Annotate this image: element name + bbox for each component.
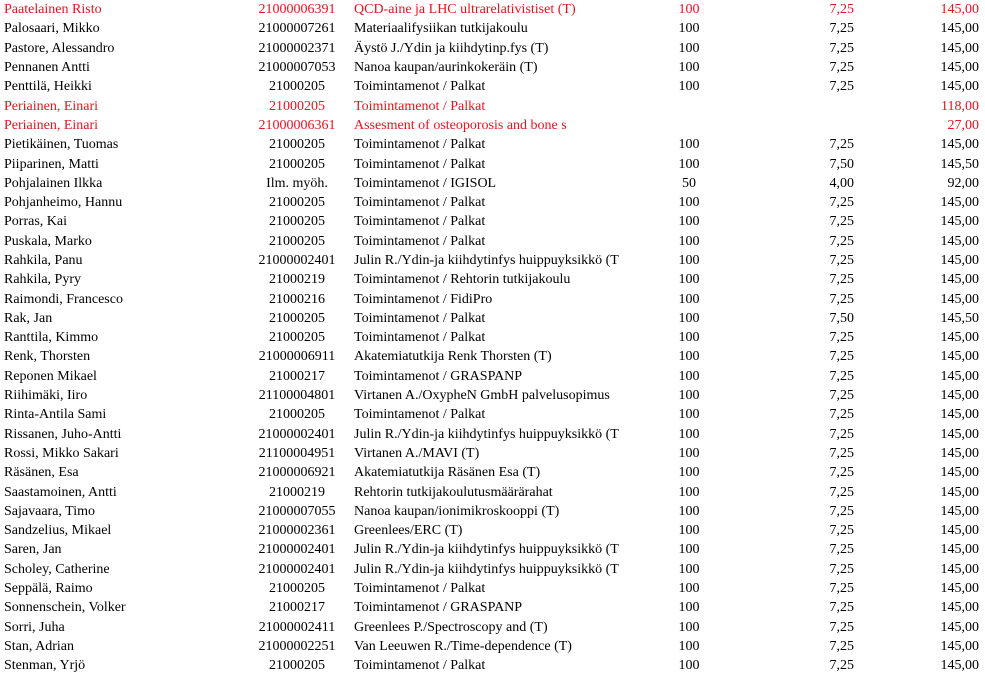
table-row bbox=[0, 193, 985, 212]
description-cell: Toimintamenot / Palkat bbox=[354, 156, 486, 172]
rate-cell: 7,50 bbox=[829, 156, 854, 172]
account-number-cell: 21000007261 bbox=[258, 21, 336, 37]
employee-name-cell: Pietikäinen, Tuomas bbox=[4, 137, 119, 153]
account-number-cell: 21000002411 bbox=[258, 619, 336, 635]
total-amount-cell: 145,00 bbox=[940, 523, 979, 539]
rate-cell: 7,25 bbox=[829, 79, 854, 95]
account-number-cell: 21000205 bbox=[269, 137, 325, 153]
table-row bbox=[0, 656, 985, 675]
description-cell: Rehtorin tutkijakoulutusmäärärahat bbox=[354, 484, 553, 500]
employee-name-cell: Rinta-Antila Sami bbox=[4, 407, 107, 423]
percent-cell: 100 bbox=[678, 2, 700, 18]
description-cell: Toimintamenot / Palkat bbox=[354, 233, 486, 249]
employee-name-cell: Seppälä, Raimo bbox=[4, 581, 93, 597]
rate-cell: 7,25 bbox=[829, 503, 854, 519]
account-number-cell: 21000205 bbox=[269, 330, 325, 346]
employee-name-cell: Rahkila, Pyry bbox=[4, 272, 81, 288]
employee-name-cell: Paatelainen Risto bbox=[4, 2, 102, 18]
percent-cell: 100 bbox=[678, 349, 700, 365]
total-amount-cell: 145,50 bbox=[940, 310, 979, 326]
total-amount-cell: 145,00 bbox=[940, 638, 979, 654]
table-row bbox=[0, 482, 985, 501]
table-row bbox=[0, 540, 985, 559]
description-cell: Nanoa kaupan/ionimikroskooppi (T) bbox=[354, 503, 560, 519]
table-row bbox=[0, 289, 985, 308]
table-row bbox=[0, 367, 985, 386]
percent-cell: 100 bbox=[678, 445, 700, 461]
rate-cell bbox=[734, 116, 869, 135]
employee-name-cell: Sonnenschein, Volker bbox=[4, 600, 126, 616]
account-number-cell: 21100004801 bbox=[258, 388, 336, 404]
percent-cell: 100 bbox=[678, 21, 700, 37]
description-cell: Greenlees/ERC (T) bbox=[354, 523, 463, 539]
total-amount-cell: 92,00 bbox=[947, 175, 979, 191]
percent-cell: 100 bbox=[678, 137, 700, 153]
total-amount-cell: 145,00 bbox=[940, 233, 979, 249]
employee-name-cell: Renk, Thorsten bbox=[4, 349, 91, 365]
rate-cell: 7,25 bbox=[829, 658, 854, 674]
percent-cell: 100 bbox=[678, 658, 700, 674]
percent-cell: 100 bbox=[678, 233, 700, 249]
description-cell: Toimintamenot / Palkat bbox=[354, 79, 486, 95]
total-amount-cell: 145,00 bbox=[940, 291, 979, 307]
employee-name-cell: Pastore, Alessandro bbox=[4, 40, 115, 56]
account-number-cell: 21000219 bbox=[269, 484, 325, 500]
table-row bbox=[0, 502, 985, 521]
table-row bbox=[0, 270, 985, 289]
rate-cell: 7,25 bbox=[829, 137, 854, 153]
account-number-cell: 21000006921 bbox=[258, 465, 336, 481]
account-number-cell: 21000216 bbox=[269, 291, 325, 307]
table-row bbox=[0, 96, 985, 115]
percent-cell bbox=[644, 116, 734, 135]
table-row bbox=[0, 19, 985, 38]
employee-name-cell: Rissanen, Juho-Antti bbox=[4, 426, 122, 442]
employee-name-cell: Puskala, Marko bbox=[4, 233, 92, 249]
rate-cell: 7,50 bbox=[829, 310, 854, 326]
description-cell: Akatemiatutkija Renk Thorsten (T) bbox=[354, 349, 552, 365]
percent-cell: 100 bbox=[678, 581, 700, 597]
account-number-cell: 21000217 bbox=[269, 368, 325, 384]
rate-cell: 7,25 bbox=[829, 638, 854, 654]
description-cell: QCD-aine ja LHC ultrarelativistiset (T) bbox=[354, 2, 576, 18]
table-row bbox=[0, 212, 985, 231]
percent-cell: 100 bbox=[678, 388, 700, 404]
description-cell: Van Leeuwen R./Time-dependence (T) bbox=[354, 638, 572, 654]
table-row bbox=[0, 386, 985, 405]
total-amount-cell: 145,00 bbox=[940, 253, 979, 268]
description-cell: Assesment of osteoporosis and bone s bbox=[354, 117, 567, 133]
employee-name-cell: Penttilä, Heikki bbox=[4, 79, 92, 95]
rate-cell: 7,25 bbox=[829, 407, 854, 423]
description-cell: Julin R./Ydin-ja kiihdytinfys huippuyksikkö (T bbox=[354, 561, 619, 577]
account-number-cell: Ilm. myöh. bbox=[266, 175, 328, 191]
percent-cell: 100 bbox=[678, 195, 700, 211]
account-number-cell: 21000002251 bbox=[258, 638, 336, 654]
total-amount-cell: 145,00 bbox=[940, 407, 979, 423]
total-amount-cell: 145,00 bbox=[940, 581, 979, 597]
percent-cell: 100 bbox=[678, 291, 700, 307]
description-cell: Julin R./Ydin-ja kiihdytinfys huippuyksikkö (T bbox=[354, 426, 619, 442]
percent-cell: 100 bbox=[678, 503, 700, 519]
description-cell: Toimintamenot / GRASPANP bbox=[354, 368, 523, 384]
percent-cell: 100 bbox=[678, 523, 700, 539]
employee-name-cell: Pennanen Antti bbox=[4, 60, 90, 76]
table-row bbox=[0, 598, 985, 617]
percent-cell: 100 bbox=[678, 253, 700, 268]
account-number-cell: 21000205 bbox=[269, 156, 325, 172]
account-number-cell: 21000006911 bbox=[258, 349, 336, 365]
percent-cell: 100 bbox=[678, 368, 700, 384]
employee-name-cell: Periainen, Einari bbox=[4, 98, 99, 114]
total-amount-cell: 145,00 bbox=[940, 21, 979, 37]
total-amount-cell: 145,00 bbox=[940, 79, 979, 95]
total-amount-cell: 145,00 bbox=[940, 426, 979, 442]
total-amount-cell: 145,00 bbox=[940, 214, 979, 230]
rate-cell: 7,25 bbox=[829, 21, 854, 37]
description-cell: Toimintamenot / Palkat bbox=[354, 407, 486, 423]
rate-cell: 7,25 bbox=[829, 465, 854, 481]
total-amount-cell: 145,00 bbox=[940, 600, 979, 616]
table-row bbox=[0, 174, 985, 193]
table-row bbox=[0, 347, 985, 366]
employee-name-cell: Sandzelius, Mikael bbox=[4, 523, 112, 539]
table-row bbox=[0, 560, 985, 579]
percent-cell: 100 bbox=[678, 542, 700, 558]
employee-name-cell: Sajavaara, Timo bbox=[4, 503, 95, 519]
percent-cell: 100 bbox=[678, 330, 700, 346]
total-amount-cell: 145,00 bbox=[940, 60, 979, 76]
employee-name-cell: Saastamoinen, Antti bbox=[4, 484, 117, 500]
table-row bbox=[0, 77, 985, 96]
description-cell: Nanoa kaupan/aurinkokeräin (T) bbox=[354, 60, 538, 76]
rate-cell: 7,25 bbox=[829, 291, 854, 307]
table-row bbox=[0, 618, 985, 637]
total-amount-cell: 145,00 bbox=[940, 40, 979, 56]
percent-cell: 100 bbox=[678, 79, 700, 95]
rate-cell: 7,25 bbox=[829, 214, 854, 230]
rate-cell: 7,25 bbox=[829, 195, 854, 211]
employee-name-cell: Palosaari, Mikko bbox=[4, 21, 100, 37]
account-number-cell: 21000006361 bbox=[258, 117, 336, 133]
rate-cell: 7,25 bbox=[829, 561, 854, 577]
rate-cell: 7,25 bbox=[829, 40, 854, 56]
total-amount-cell: 145,00 bbox=[940, 349, 979, 365]
employee-name-cell: Reponen Mikael bbox=[4, 368, 97, 384]
employee-name-cell: Riihimäki, Iiro bbox=[4, 388, 88, 404]
table-row bbox=[0, 463, 985, 482]
account-number-cell: 21000002361 bbox=[258, 523, 336, 539]
percent-cell: 100 bbox=[678, 310, 700, 326]
account-number-cell: 21000002371 bbox=[258, 40, 336, 56]
table-row bbox=[0, 328, 985, 347]
rate-cell: 7,25 bbox=[829, 426, 854, 442]
rate-cell: 7,25 bbox=[829, 581, 854, 597]
account-number-cell: 21000205 bbox=[269, 310, 325, 326]
employee-name-cell: Ranttila, Kimmo bbox=[4, 330, 99, 346]
total-amount-cell: 145,00 bbox=[940, 465, 979, 481]
table-row bbox=[0, 405, 985, 424]
employee-name-cell: Porras, Kai bbox=[4, 214, 67, 230]
rate-cell: 7,25 bbox=[829, 523, 854, 539]
total-amount-cell: 145,00 bbox=[940, 388, 979, 404]
table-row bbox=[0, 116, 985, 135]
total-amount-cell: 145,00 bbox=[940, 137, 979, 153]
total-amount-cell: 145,00 bbox=[940, 272, 979, 288]
rate-cell: 7,25 bbox=[829, 272, 854, 288]
account-number-cell: 21000002401 bbox=[258, 426, 336, 442]
percent-cell: 100 bbox=[678, 60, 700, 76]
description-cell: Toimintamenot / Palkat bbox=[354, 581, 486, 597]
total-amount-cell: 145,00 bbox=[940, 445, 979, 461]
employee-name-cell: Pohjanheimo, Hannu bbox=[4, 195, 123, 211]
account-number-cell: 21000205 bbox=[269, 79, 325, 95]
employee-name-cell: Stan, Adrian bbox=[4, 638, 74, 654]
total-amount-cell: 118,00 bbox=[941, 98, 979, 114]
account-number-cell: 21000205 bbox=[269, 233, 325, 249]
total-amount-cell: 145,50 bbox=[940, 156, 979, 172]
description-cell: Toimintamenot / IGISOL bbox=[354, 175, 497, 191]
account-number-cell: 21000205 bbox=[269, 407, 325, 423]
description-cell: Toimintamenot / Palkat bbox=[354, 330, 486, 346]
percent-cell: 100 bbox=[678, 40, 700, 56]
description-cell: Virtanen A./OxypheN GmbH palvelusopimus bbox=[354, 388, 610, 404]
percent-cell: 100 bbox=[678, 638, 700, 654]
account-number-cell: 21000217 bbox=[269, 600, 325, 616]
rate-cell: 7,25 bbox=[829, 60, 854, 76]
employee-name-cell: Stenman, Yrjö bbox=[4, 658, 86, 674]
percent-cell: 100 bbox=[678, 214, 700, 230]
description-cell: Toimintamenot / Palkat bbox=[354, 137, 486, 153]
table-row bbox=[0, 232, 985, 251]
total-amount-cell: 145,00 bbox=[940, 658, 979, 674]
table-row bbox=[0, 521, 985, 540]
rate-cell: 7,25 bbox=[829, 600, 854, 616]
account-number-cell: 21000219 bbox=[269, 272, 325, 288]
rate-cell: 7,25 bbox=[829, 233, 854, 249]
table-row bbox=[0, 0, 985, 19]
table-row bbox=[0, 444, 985, 463]
description-cell: Materiaalifysiikan tutkijakoulu bbox=[354, 21, 528, 37]
description-cell: Akatemiatutkija Räsänen Esa (T) bbox=[354, 465, 541, 481]
employee-name-cell: Rahkila, Panu bbox=[4, 253, 83, 268]
employee-name-cell: Räsänen, Esa bbox=[4, 465, 79, 481]
percent-cell: 100 bbox=[678, 156, 700, 172]
percent-cell: 100 bbox=[678, 484, 700, 500]
rate-cell: 7,25 bbox=[829, 542, 854, 558]
rate-cell: 7,25 bbox=[829, 2, 854, 18]
table-row bbox=[0, 251, 985, 270]
rate-cell bbox=[734, 96, 869, 115]
account-number-cell: 21100004951 bbox=[258, 445, 336, 461]
description-cell: Virtanen A./MAVI (T) bbox=[354, 445, 480, 461]
rate-cell: 7,25 bbox=[829, 619, 854, 635]
total-amount-cell: 145,00 bbox=[940, 195, 979, 211]
employee-name-cell: Rak, Jan bbox=[4, 310, 53, 326]
description-cell: Toimintamenot / GRASPANP bbox=[354, 600, 523, 616]
description-cell: Toimintamenot / Palkat bbox=[354, 214, 486, 230]
table-row bbox=[0, 425, 985, 444]
total-amount-cell: 145,00 bbox=[940, 368, 979, 384]
total-amount-cell: 145,00 bbox=[940, 484, 979, 500]
rate-cell: 4,00 bbox=[829, 175, 854, 191]
account-number-cell: 21000205 bbox=[269, 195, 325, 211]
rate-cell: 7,25 bbox=[829, 445, 854, 461]
account-number-cell: 21000006391 bbox=[258, 2, 336, 18]
rate-cell: 7,25 bbox=[829, 368, 854, 384]
employee-name-cell: Raimondi, Francesco bbox=[4, 291, 123, 307]
percent-cell: 100 bbox=[678, 619, 700, 635]
description-cell: Toimintamenot / FidiPro bbox=[354, 291, 493, 307]
table-row bbox=[0, 154, 985, 173]
table-row bbox=[0, 135, 985, 154]
percent-cell: 100 bbox=[678, 272, 700, 288]
employee-name-cell: Sorri, Juha bbox=[4, 619, 65, 635]
rate-cell: 7,25 bbox=[829, 330, 854, 346]
account-number-cell: 21000205 bbox=[269, 581, 325, 597]
total-amount-cell: 27,00 bbox=[947, 117, 979, 133]
employee-name-cell: Periainen, Einari bbox=[4, 117, 99, 133]
description-cell: Toimintamenot / Palkat bbox=[354, 658, 486, 674]
account-number-cell: 21000002401 bbox=[258, 561, 336, 577]
total-amount-cell: 145,00 bbox=[940, 2, 979, 18]
description-cell: Toimintamenot / Palkat bbox=[354, 98, 486, 114]
employee-name-cell: Rossi, Mikko Sakari bbox=[4, 445, 119, 461]
table-row bbox=[0, 309, 985, 328]
description-cell: Äystö J./Ydin ja kiihdytinp.fys (T) bbox=[354, 40, 549, 56]
percent-cell: 100 bbox=[678, 561, 700, 577]
rate-cell: 7,25 bbox=[829, 253, 854, 268]
percent-cell: 100 bbox=[678, 426, 700, 442]
total-amount-cell: 145,00 bbox=[940, 542, 979, 558]
description-cell: Toimintamenot / Rehtorin tutkijakoulu bbox=[354, 272, 571, 288]
employee-name-cell: Piiparinen, Matti bbox=[4, 156, 99, 172]
rate-cell: 7,25 bbox=[829, 484, 854, 500]
total-amount-cell: 145,00 bbox=[940, 330, 979, 346]
description-cell: Toimintamenot / Palkat bbox=[354, 195, 486, 211]
description-cell: Julin R./Ydin-ja kiihdytinfys huippuyksikkö (T bbox=[354, 542, 619, 558]
table-row bbox=[0, 58, 985, 77]
account-number-cell: 21000205 bbox=[269, 98, 325, 114]
percent-cell: 100 bbox=[678, 600, 700, 616]
table-row bbox=[0, 579, 985, 598]
account-number-cell: 21000002401 bbox=[258, 253, 336, 268]
percent-cell: 50 bbox=[682, 175, 696, 191]
percent-cell: 100 bbox=[678, 465, 700, 481]
account-number-cell: 21000007055 bbox=[258, 503, 336, 519]
employee-name-cell: Saren, Jan bbox=[4, 542, 62, 558]
account-number-cell: 21000007053 bbox=[258, 60, 336, 76]
account-number-cell: 21000002401 bbox=[258, 542, 336, 558]
table-row bbox=[0, 637, 985, 656]
description-cell: Greenlees P./Spectroscopy and (T) bbox=[354, 619, 548, 635]
percent-cell: 100 bbox=[678, 407, 700, 423]
description-cell: Toimintamenot / Palkat bbox=[354, 310, 486, 326]
description-cell: Julin R./Ydin-ja kiihdytinfys huippuyksikkö (T bbox=[354, 253, 619, 268]
total-amount-cell: 145,00 bbox=[940, 619, 979, 635]
total-amount-cell: 145,00 bbox=[940, 561, 979, 577]
table-row bbox=[0, 39, 985, 58]
total-amount-cell: 145,00 bbox=[940, 503, 979, 519]
rate-cell: 7,25 bbox=[829, 388, 854, 404]
account-number-cell: 21000205 bbox=[269, 658, 325, 674]
employee-name-cell: Scholey, Catherine bbox=[4, 561, 110, 577]
account-number-cell: 21000205 bbox=[269, 214, 325, 230]
employee-name-cell: Pohjalainen Ilkka bbox=[4, 175, 103, 191]
rate-cell: 7,25 bbox=[829, 349, 854, 365]
percent-cell bbox=[644, 96, 734, 115]
